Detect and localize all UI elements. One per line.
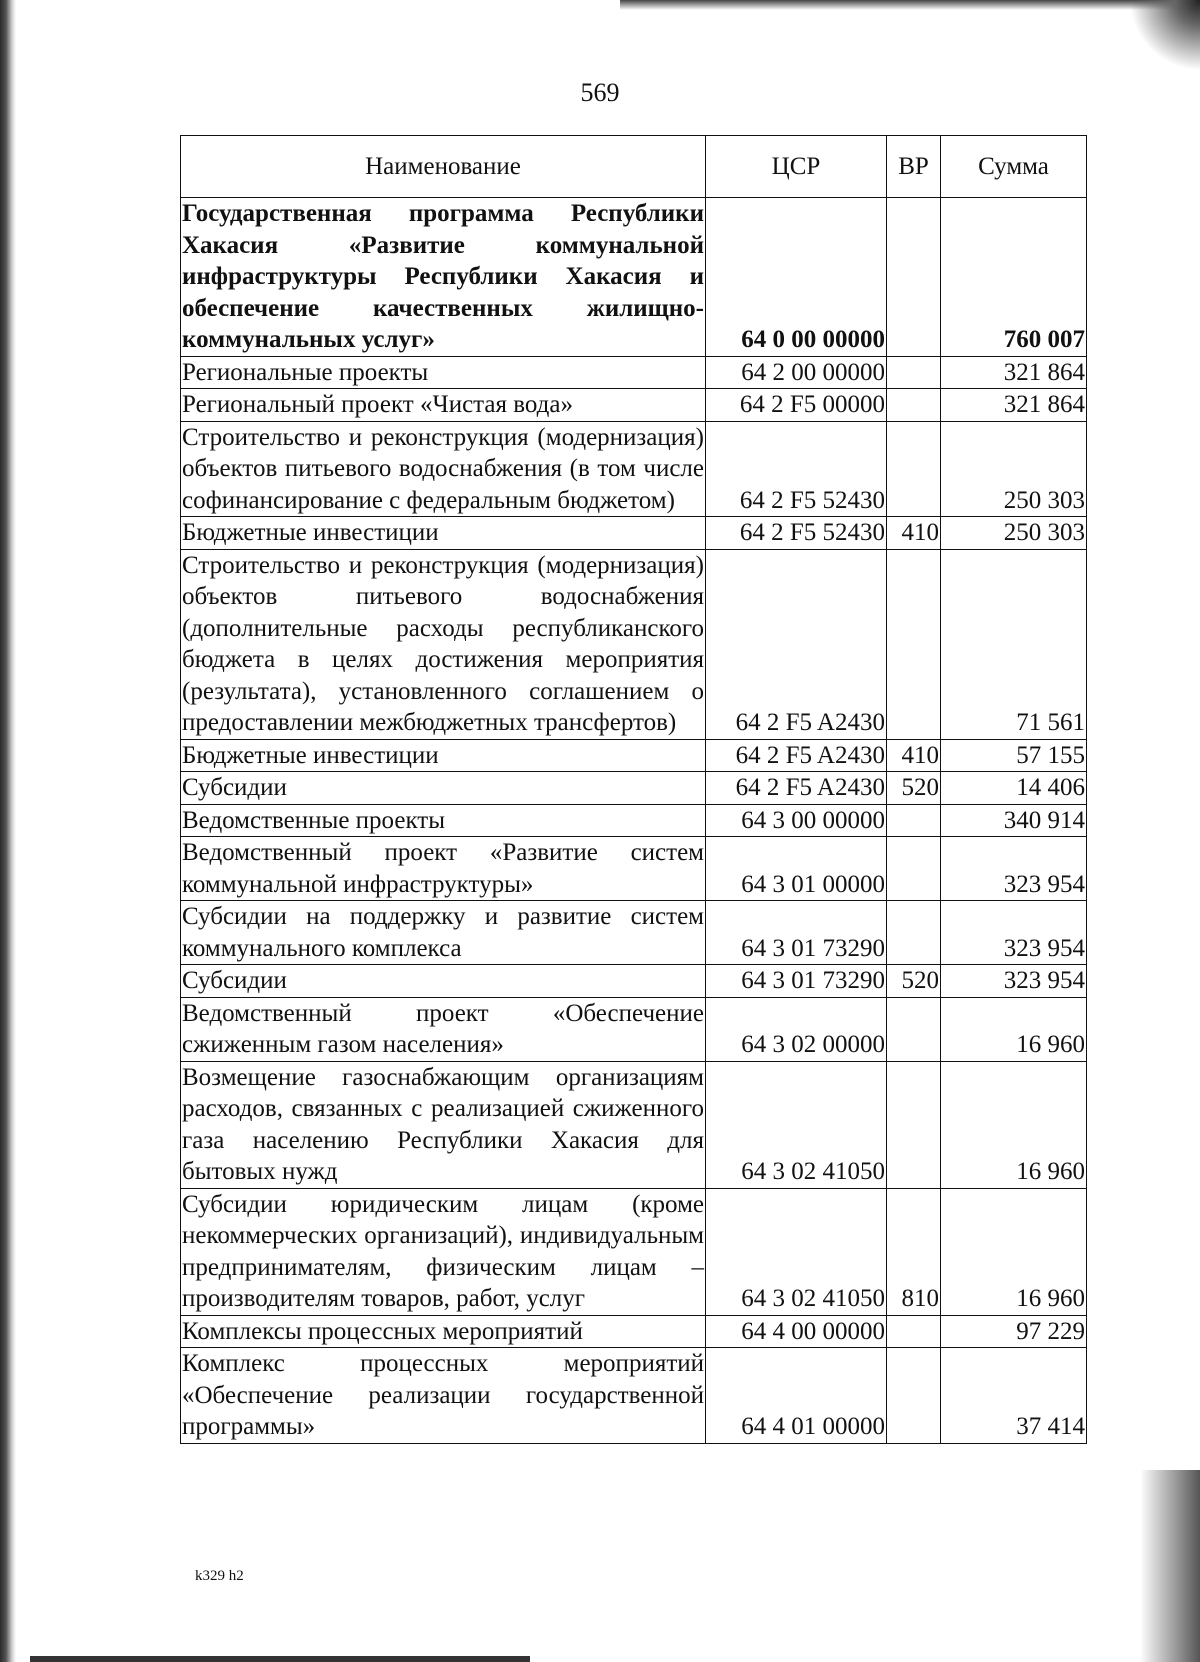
cell-name: Бюджетные инвестиции xyxy=(181,739,706,772)
table-row xyxy=(181,739,1087,772)
cell-sum: 16 960 xyxy=(941,997,1087,1061)
cell-vr: 810 xyxy=(887,1188,941,1315)
table-row xyxy=(181,901,1087,965)
cell-vr xyxy=(887,1061,941,1188)
table-header-row xyxy=(181,136,1087,198)
cell-sum: 37 414 xyxy=(941,1348,1087,1444)
cell-sum: 321 864 xyxy=(941,389,1087,422)
cell-name: Бюджетные инвестиции xyxy=(181,517,706,550)
cell-name: Ведомственный проект «Развитие систем коммунальной инфраструктуры» xyxy=(181,837,706,901)
header-name: Наименование xyxy=(181,136,706,198)
cell-vr xyxy=(887,421,941,517)
scan-corner-shadow xyxy=(1130,0,1200,70)
table-body xyxy=(181,198,1087,1444)
cell-sum: 323 954 xyxy=(941,837,1087,901)
table-row xyxy=(181,965,1087,998)
cell-sum: 250 303 xyxy=(941,421,1087,517)
cell-vr xyxy=(887,901,941,965)
table-row xyxy=(181,356,1087,389)
scan-edge-top xyxy=(620,0,1200,10)
scan-edge-left xyxy=(0,0,16,1662)
cell-csr: 64 3 02 41050 xyxy=(706,1061,887,1188)
cell-name: Возмещение газоснабжающим организациям расходов, связанных с реализацией сжиженного газа населению Республики Хакасия для бытовых нужд xyxy=(181,1061,706,1188)
cell-vr xyxy=(887,804,941,837)
cell-name: Ведомственные проекты xyxy=(181,804,706,837)
cell-csr: 64 2 F5 52430 xyxy=(706,517,887,550)
cell-vr xyxy=(887,549,941,739)
cell-sum: 16 960 xyxy=(941,1188,1087,1315)
cell-vr: 520 xyxy=(887,772,941,805)
cell-name: Региональные проекты xyxy=(181,356,706,389)
cell-csr: 64 2 F5 A2430 xyxy=(706,772,887,805)
cell-name: Ведомственный проект «Обеспечение сжиженным газом населения» xyxy=(181,997,706,1061)
cell-vr: 410 xyxy=(887,739,941,772)
cell-sum: 57 155 xyxy=(941,739,1087,772)
cell-vr xyxy=(887,356,941,389)
table-row xyxy=(181,517,1087,550)
table-row xyxy=(181,549,1087,739)
table-row xyxy=(181,1348,1087,1444)
cell-csr: 64 2 F5 A2430 xyxy=(706,549,887,739)
footer-code: k329 h2 xyxy=(195,1568,244,1584)
table-row xyxy=(181,772,1087,805)
cell-vr xyxy=(887,389,941,422)
table-row xyxy=(181,421,1087,517)
cell-vr xyxy=(887,837,941,901)
cell-name: Субсидии юридическим лицам (кроме некоммерческих организаций), индивидуальным предпринимателям, физическим лицам – производителям товаров, работ, услуг xyxy=(181,1188,706,1315)
cell-sum: 14 406 xyxy=(941,772,1087,805)
cell-sum: 97 229 xyxy=(941,1315,1087,1348)
cell-sum: 340 914 xyxy=(941,804,1087,837)
header-csr: ЦСР xyxy=(706,136,887,198)
table-row xyxy=(181,804,1087,837)
cell-vr: 520 xyxy=(887,965,941,998)
table-row xyxy=(181,1061,1087,1188)
table-row xyxy=(181,1315,1087,1348)
cell-csr: 64 0 00 00000 xyxy=(706,198,887,357)
cell-csr: 64 3 00 00000 xyxy=(706,804,887,837)
budget-table xyxy=(180,135,1087,1444)
cell-csr: 64 2 F5 A2430 xyxy=(706,739,887,772)
table-row xyxy=(181,1188,1087,1315)
cell-csr: 64 3 01 00000 xyxy=(706,837,887,901)
cell-sum: 323 954 xyxy=(941,901,1087,965)
cell-vr: 410 xyxy=(887,517,941,550)
cell-vr xyxy=(887,1315,941,1348)
cell-sum: 16 960 xyxy=(941,1061,1087,1188)
scan-edge-bottom xyxy=(30,1656,530,1662)
cell-name: Субсидии xyxy=(181,965,706,998)
cell-sum: 323 954 xyxy=(941,965,1087,998)
cell-name: Региональный проект «Чистая вода» xyxy=(181,389,706,422)
cell-csr: 64 4 01 00000 xyxy=(706,1348,887,1444)
cell-csr: 64 3 01 73290 xyxy=(706,901,887,965)
cell-name: Комплекс процессных мероприятий «Обеспечение реализации государственной программы» xyxy=(181,1348,706,1444)
cell-sum: 321 864 xyxy=(941,356,1087,389)
cell-name: Субсидии на поддержку и развитие систем коммунального комплекса xyxy=(181,901,706,965)
table-row xyxy=(181,997,1087,1061)
cell-csr: 64 4 00 00000 xyxy=(706,1315,887,1348)
cell-name: Субсидии xyxy=(181,772,706,805)
cell-name: Комплексы процессных мероприятий xyxy=(181,1315,706,1348)
page-number: 569 xyxy=(580,78,620,107)
cell-vr xyxy=(887,198,941,357)
cell-sum: 250 303 xyxy=(941,517,1087,550)
header-vr: ВР xyxy=(887,136,941,198)
cell-name: Строительство и реконструкция (модернизация) объектов питьевого водоснабжения (в том числе софинансирование с федеральным бюджетом) xyxy=(181,421,706,517)
cell-name: Строительство и реконструкция (модернизация) объектов питьевого водоснабжения (дополнительные расходы республиканского бюджета в целях достижения мероприятия (результата), установленного соглашением о предоставлении межбюджетных трансфертов) xyxy=(181,549,706,739)
cell-csr: 64 2 00 00000 xyxy=(706,356,887,389)
table-row xyxy=(181,198,1087,357)
cell-name: Государственная программа Республики Хакасия «Развитие коммунальной инфраструктуры Республики Хакасия и обеспечение качественных жилищно-коммунальных услуг» xyxy=(181,198,706,357)
cell-csr: 64 2 F5 00000 xyxy=(706,389,887,422)
cell-csr: 64 3 02 00000 xyxy=(706,997,887,1061)
table-row xyxy=(181,389,1087,422)
cell-sum: 760 007 xyxy=(941,198,1087,357)
cell-csr: 64 3 01 73290 xyxy=(706,965,887,998)
header-sum: Сумма xyxy=(941,136,1087,198)
cell-csr: 64 2 F5 52430 xyxy=(706,421,887,517)
cell-csr: 64 3 02 41050 xyxy=(706,1188,887,1315)
cell-vr xyxy=(887,1348,941,1444)
cell-vr xyxy=(887,997,941,1061)
table-row xyxy=(181,837,1087,901)
scan-edge-right xyxy=(1140,1470,1200,1662)
cell-sum: 71 561 xyxy=(941,549,1087,739)
